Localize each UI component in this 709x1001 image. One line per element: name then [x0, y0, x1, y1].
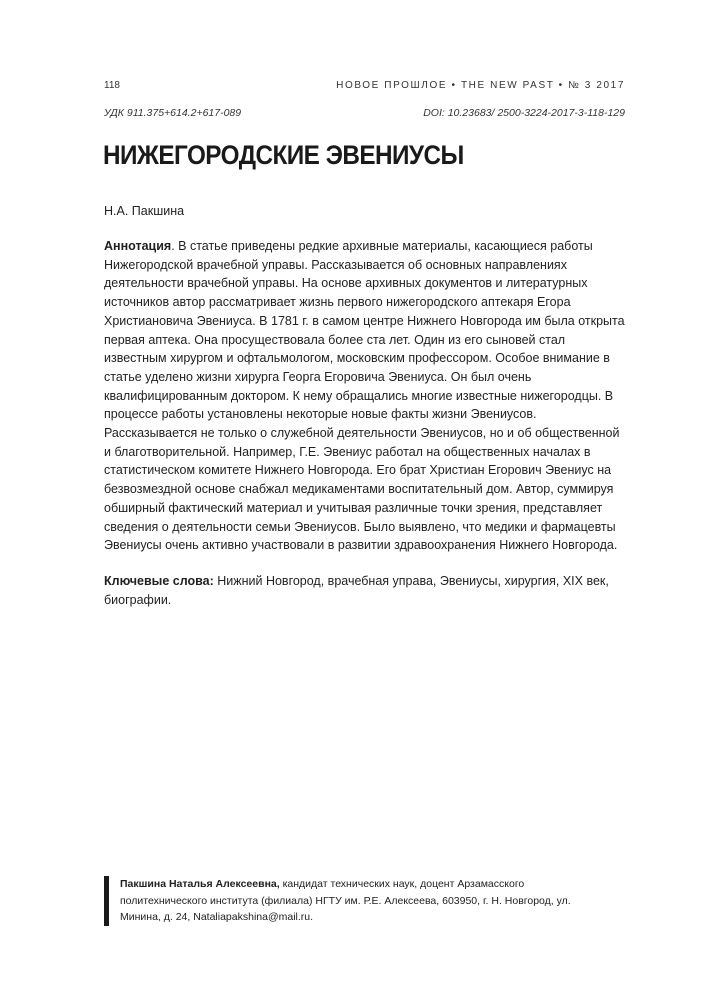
keywords-text: Нижний Новгород, врачебная управа, Эвениусы, хирургия, XIX век, биографии.	[104, 574, 609, 607]
keywords	[104, 572, 626, 609]
author-info	[104, 876, 580, 926]
doi: DOI: 10.23683/ 2500-3224-2017-3-118-129	[423, 107, 625, 119]
abstract	[104, 237, 626, 555]
author-info-name: Пакшина Наталья Алексеевна,	[120, 878, 280, 890]
abstract-label: Аннотация	[104, 239, 172, 253]
keywords-label: Ключевые слова:	[104, 574, 214, 588]
udc-code: УДК 911.375+614.2+617-089	[104, 107, 242, 119]
author-email-link[interactable]: Nataliapakshina@mail.ru	[193, 911, 311, 923]
running-head: НОВОЕ ПРОШЛОЕ • THE NEW PAST • № 3 2017	[336, 80, 625, 91]
abstract-text: . В статье приведены редкие архивные материалы, касающиеся работы Нижегородской врачебной управы. Рассказывается об основных направлениях деятельности врачебной управы. На основе архивных документов и литературных источников автор рассматривает жизнь первого нижегородского аптекаря Егора Христиановича Эвениуса. В 1781 г. в самом центре Нижнего Новгорода им была открыта первая аптека. Она просуществовала более ста лет. Один из его сыновей стал известным хирургом и офтальмологом, московским профессором. Особое внимание в статье уделено жизни хирурга Георга Егоровича Эвениуса. Он был очень квалифицированным доктором. К нему обращались многие известные нижегородцы. В процессе работы установлены некоторые новые факты жизни Эвениусов. Рассказывается не только о служебной деятельности Эвениусов, но и об общественной и благотворительной. Например, Г.Е. Эвениус работал на общественных началах в статистическом комитете Нижнего Новгорода. Его брат Христиан Егорович Эвениус на безвозмездной основе снабжал медикаментами воспитательный дом. Автор, суммируя обширный фактический материал и учитывая различные точки зрения, представляет сведения о деятельности семьи Эвениусов. Было выявлено, что медики и фармацевты Эвениусы очень активно участвовали в развитии здравоохранения Нижнего Новгорода.	[104, 239, 625, 553]
author-info-end: .	[310, 911, 314, 923]
author-info-details: кандидат технических наук, доцент Арзамасского политехнического института (филиала) НГТУ им. Р.Е. Алексеева, 603950, г. Н. Новгород, ул. Минина, д. 24,	[120, 878, 571, 923]
page-number: 118	[104, 80, 120, 91]
article-title: НИЖЕГОРОДСКИЕ ЭВЕНИУСЫ	[103, 140, 464, 170]
article-author: Н.А. Пакшина	[104, 204, 185, 218]
